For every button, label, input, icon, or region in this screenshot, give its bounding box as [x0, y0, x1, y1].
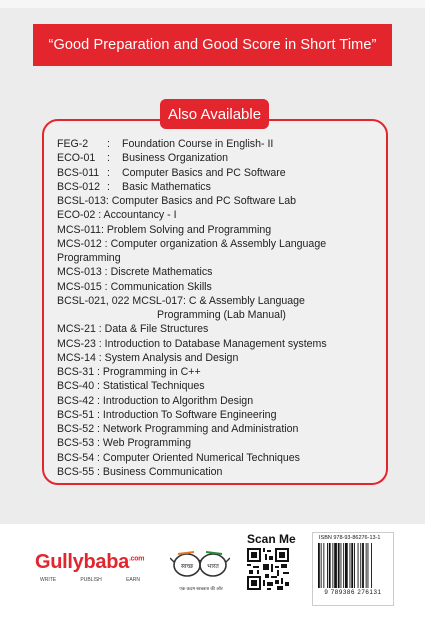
isbn-label: ISBN 978-93-86276-13-1	[319, 535, 381, 541]
course-item: BCS-55 : Business Communication	[57, 465, 223, 478]
scan-me-label: Scan Me	[247, 532, 296, 546]
barcode-bar	[321, 543, 322, 588]
gullybaba-logo: Gullybaba$^{.com}$	[35, 551, 145, 573]
barcode-digits: 9 789386 276131	[324, 589, 382, 596]
course-item: BCS-011 : Computer Basics and PC Software	[57, 166, 286, 179]
barcode-bar	[318, 543, 320, 588]
slogan-text: “Good Preparation and Good Score in Short Time”	[48, 37, 377, 53]
course-item: MCS-011: Problem Solving and Programming	[57, 223, 272, 236]
barcode-bar	[323, 543, 324, 588]
barcode-bar	[338, 543, 340, 588]
barcode-bar	[350, 543, 351, 588]
barcode-bar	[341, 543, 342, 588]
barcode-bar	[329, 543, 331, 588]
course-item: MCS-013 : Discrete Mathematics	[57, 266, 213, 279]
course-list	[57, 137, 377, 479]
course-item: BCSL-013: Computer Basics and PC Software Lab	[57, 195, 297, 207]
barcode-bar	[327, 543, 328, 588]
bharat-word: भारत	[207, 563, 219, 570]
barcode-bar	[366, 543, 367, 588]
course-item: BCSL-021, 022 MCSL-017: C & Assembly Language	[57, 294, 305, 307]
barcode-icon	[318, 543, 388, 588]
barcode-bar	[362, 543, 364, 588]
course-item: BCS-52 : Network Programming and Administration	[57, 423, 299, 435]
slogan-banner	[33, 24, 392, 66]
top-band	[0, 0, 425, 8]
barcode-bar	[343, 543, 344, 588]
logo-tagline: WRITE PUBLISH EARN	[40, 577, 140, 583]
course-item: MCS-21 : Data & File Structures	[57, 323, 209, 336]
course-item: BCS-51 : Introduction To Software Engineering	[57, 408, 277, 421]
course-item: ECO-02 : Accountancy - I	[57, 209, 177, 222]
barcode-bar	[371, 543, 372, 588]
course-item: BCS-40 : Statistical Techniques	[57, 380, 205, 393]
barcode-bar	[332, 543, 333, 588]
swachh-caption: एक कदम स्वच्छता की ओर	[179, 586, 223, 591]
qr-code-icon	[247, 548, 289, 590]
barcode-bar	[368, 543, 369, 588]
barcode-bar	[360, 543, 361, 588]
course-item: BCS-42 : Introduction to Algorithm Design	[57, 394, 254, 407]
barcode-bar	[351, 543, 353, 588]
course-item: BCS-53 : Web Programming	[57, 437, 192, 450]
barcode-bar	[334, 543, 337, 588]
barcode-bar	[345, 543, 348, 588]
barcode-bar	[354, 543, 355, 588]
course-item: MCS-012 : Computer organization & Assembly Language Programming	[57, 237, 327, 264]
course-item: MCS-015 : Communication Skills	[57, 280, 212, 293]
barcode-bar	[358, 543, 359, 588]
also-available-heading	[160, 99, 269, 129]
course-item: BCS-012 : Basic Mathematics	[57, 180, 211, 193]
course-item: BCS-31 : Programming in C++	[57, 366, 201, 378]
heading-text: Also Available	[167, 105, 262, 123]
swachh-word: स्वच्छ	[180, 563, 194, 570]
course-item: BCS-54 : Computer Oriented Numerical Techniques	[57, 451, 300, 464]
swachh-bharat-glasses-icon	[170, 544, 230, 584]
course-item-continuation: Programming (Lab Manual)	[157, 309, 286, 321]
course-item: ECO-01 : Business Organization	[57, 152, 228, 165]
course-item: FEG-2 : Foundation Course in English- II	[57, 138, 274, 150]
course-item: MCS-14 : System Analysis and Design	[57, 351, 239, 364]
course-item: MCS-23 : Introduction to Database Management systems	[57, 337, 327, 350]
